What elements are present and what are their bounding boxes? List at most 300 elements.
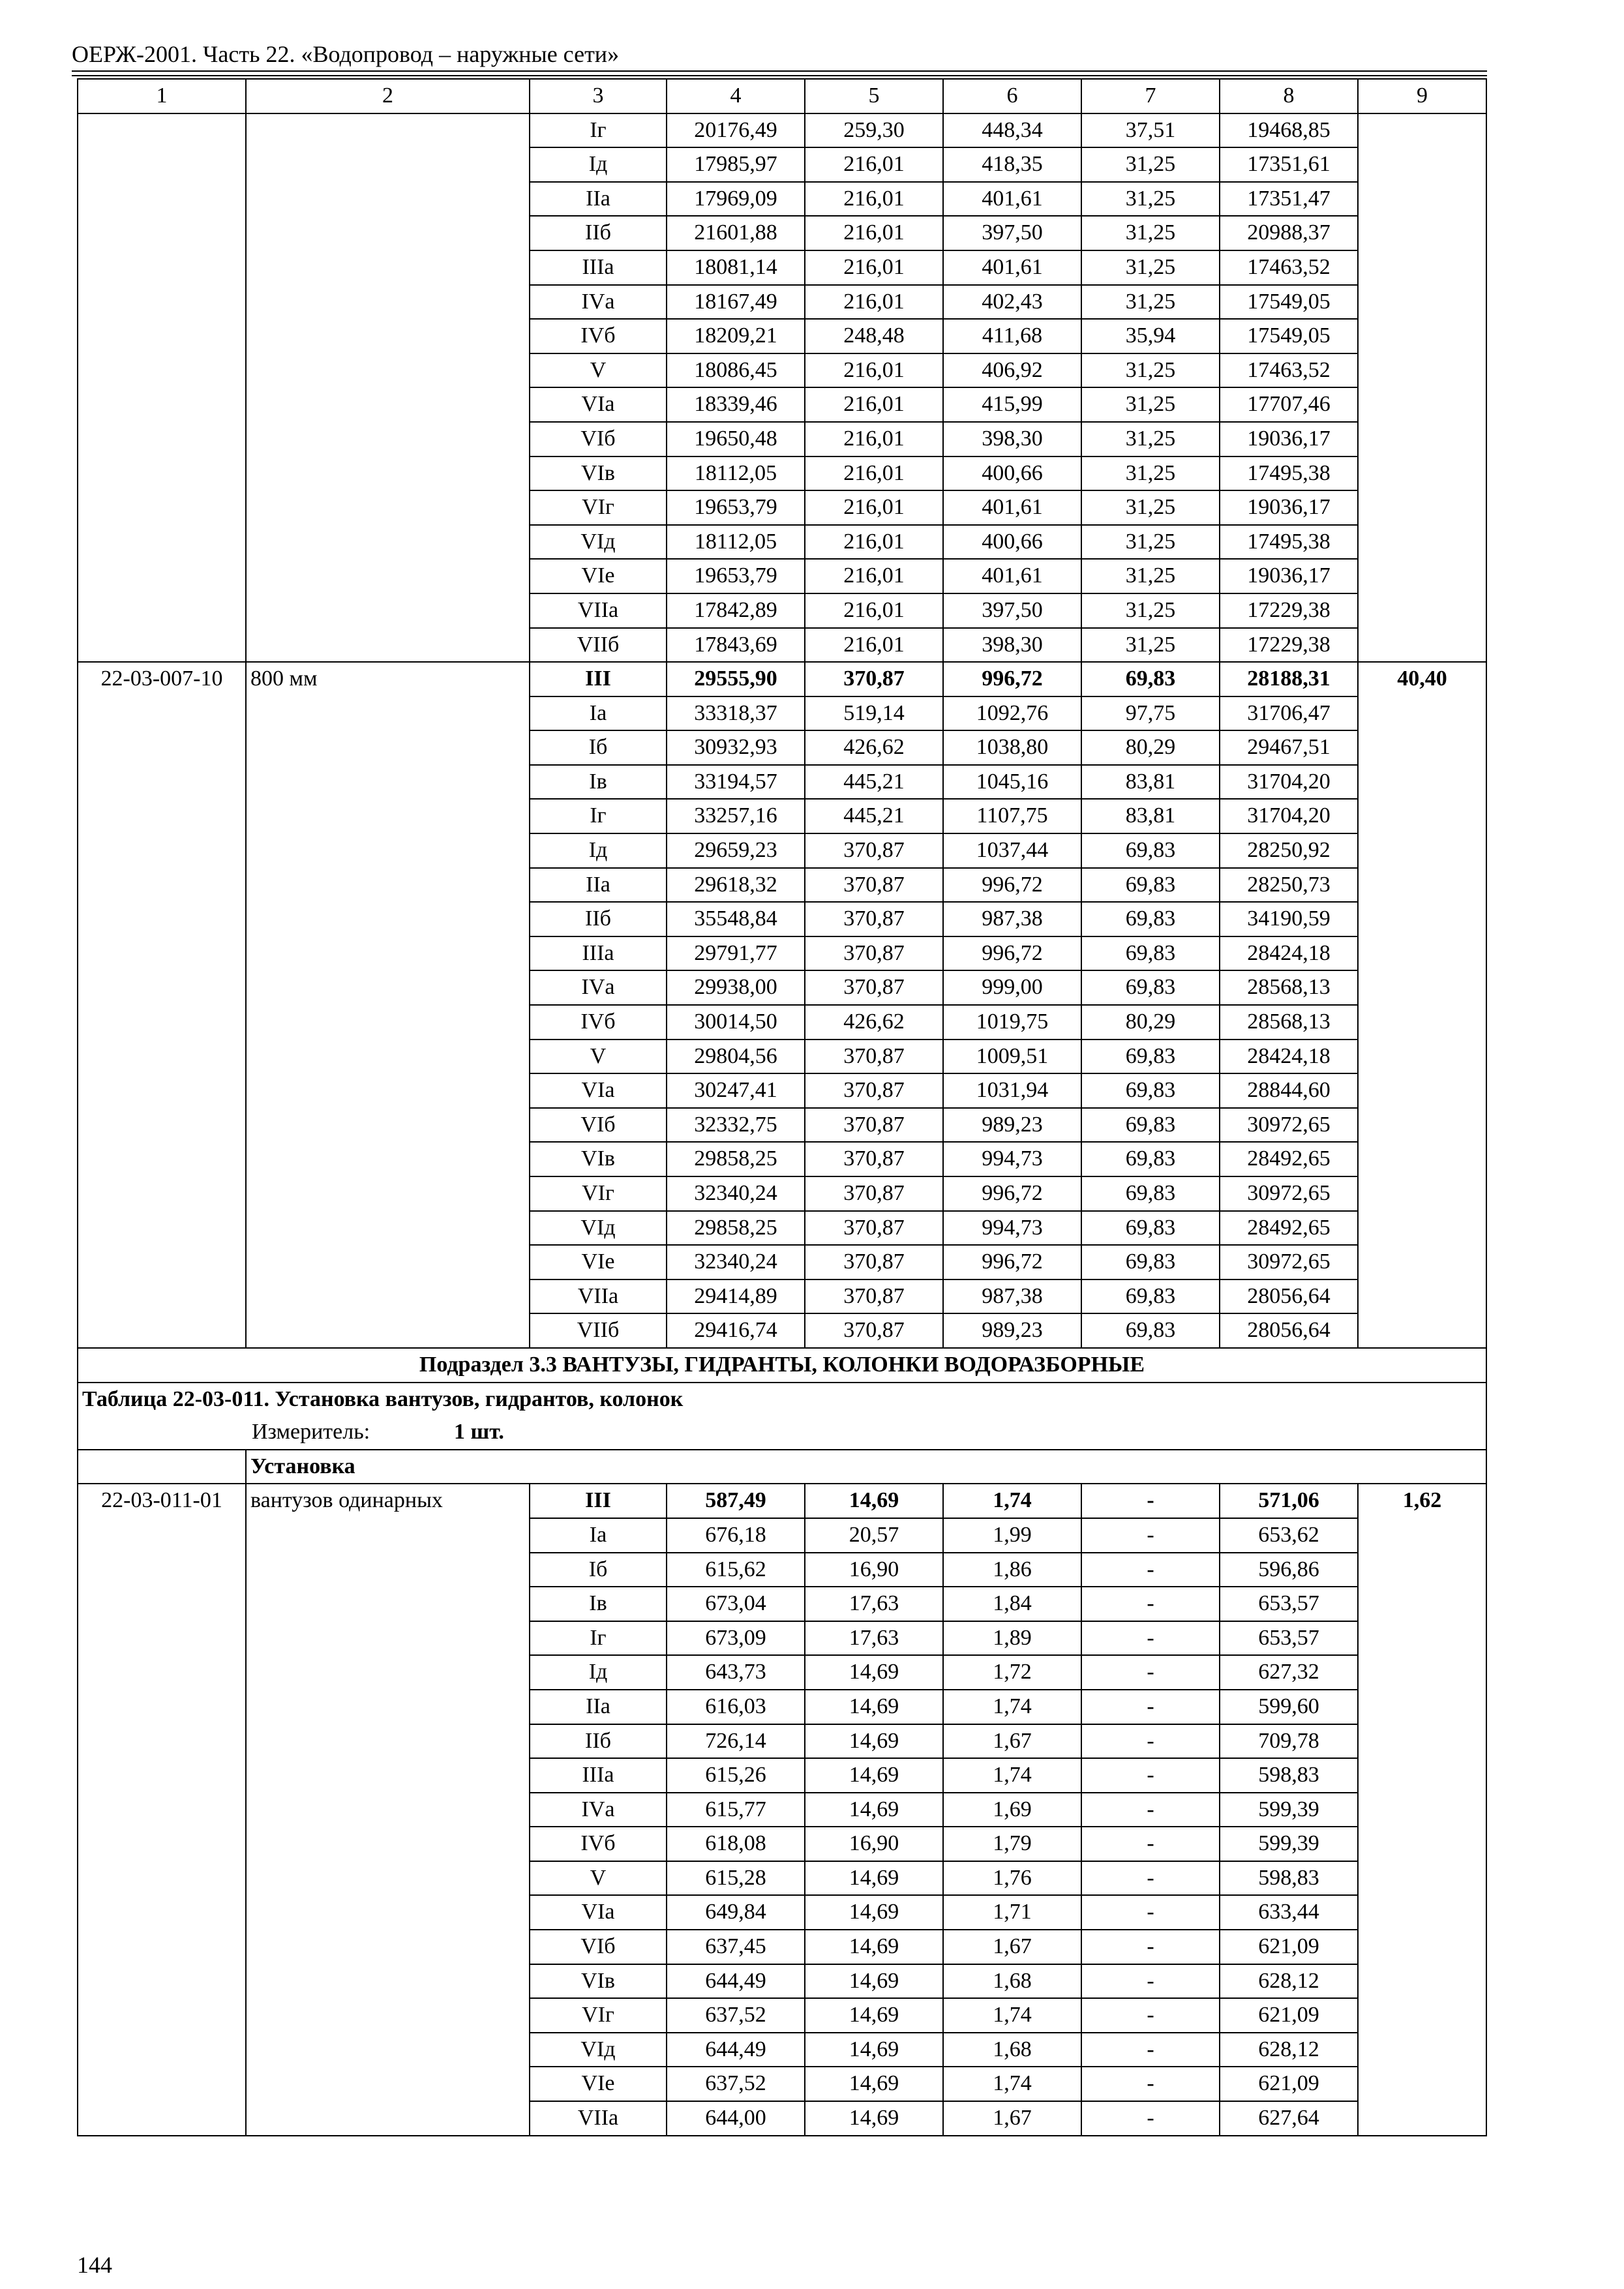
price-value: 17351,61: [1220, 147, 1358, 182]
price-value: 709,78: [1220, 1724, 1358, 1759]
price-value: 445,21: [805, 765, 943, 800]
price-value: 29659,23: [667, 833, 805, 868]
price-value: 627,32: [1220, 1655, 1358, 1690]
price-value: 1,67: [943, 1930, 1081, 1964]
zone-label: IIIа: [530, 936, 667, 971]
zone-label: VIе: [530, 1245, 667, 1279]
zone-label: VIб: [530, 422, 667, 456]
price-value: 989,23: [943, 1313, 1081, 1348]
zone-label: VIе: [530, 2067, 667, 2101]
price-value: 29555,90: [667, 662, 805, 696]
price-value: 615,28: [667, 1861, 805, 1896]
price-value: 598,83: [1220, 1758, 1358, 1793]
price-value: 628,12: [1220, 2033, 1358, 2067]
price-value: 996,72: [943, 1176, 1081, 1211]
table-title: Таблица 22-03-011. Установка вантузов, гидрантов, колонок: [78, 1383, 1486, 1416]
price-value: 31,25: [1081, 147, 1220, 182]
price-value: 18167,49: [667, 285, 805, 320]
price-value: 216,01: [805, 593, 943, 628]
price-value: 643,73: [667, 1655, 805, 1690]
section-title: Подраздел 3.3 ВАНТУЗЫ, ГИДРАНТЫ, КОЛОНКИ ВОДОРАЗБОРНЫЕ: [78, 1348, 1486, 1383]
price-value: 398,30: [943, 628, 1081, 663]
price-value: 637,45: [667, 1930, 805, 1964]
price-value: 653,57: [1220, 1587, 1358, 1621]
price-value: 30972,65: [1220, 1108, 1358, 1143]
header-rule: [72, 70, 1487, 72]
price-value: 216,01: [805, 216, 943, 250]
price-value: 400,66: [943, 525, 1081, 560]
meter-value: 1 шт.: [454, 1420, 504, 1444]
price-value: 31,25: [1081, 593, 1220, 628]
price-value: 615,77: [667, 1793, 805, 1827]
price-value: 411,68: [943, 319, 1081, 353]
zone-label: IVб: [530, 319, 667, 353]
price-value: 14,69: [805, 2101, 943, 2136]
price-value: 673,04: [667, 1587, 805, 1621]
column-number: 8: [1220, 79, 1358, 113]
price-value: 31,25: [1081, 285, 1220, 320]
price-value: -: [1081, 2101, 1220, 2136]
price-value: 370,87: [805, 1108, 943, 1143]
zone-label: IVа: [530, 285, 667, 320]
price-value: 16,90: [805, 1827, 943, 1861]
price-value: 248,48: [805, 319, 943, 353]
price-value: 28250,92: [1220, 833, 1358, 868]
zone-label: VIб: [530, 1930, 667, 1964]
price-value: 996,72: [943, 1245, 1081, 1279]
price-value: -: [1081, 1827, 1220, 1861]
price-value: -: [1081, 1861, 1220, 1896]
price-value: 31,25: [1081, 387, 1220, 422]
price-value: -: [1081, 1964, 1220, 1999]
price-value: 19468,85: [1220, 113, 1358, 148]
labor-cost: 1,62: [1358, 1484, 1486, 2135]
price-value: 616,03: [667, 1690, 805, 1724]
price-value: 31,25: [1081, 559, 1220, 593]
price-value: 31,25: [1081, 525, 1220, 560]
table-row: [78, 1484, 1486, 1518]
zone-label: Iд: [530, 833, 667, 868]
price-value: 28844,60: [1220, 1073, 1358, 1108]
price-value: -: [1081, 1930, 1220, 1964]
price-value: 599,60: [1220, 1690, 1358, 1724]
price-value: -: [1081, 1587, 1220, 1621]
meter-label: Измеритель:: [252, 1420, 370, 1444]
price-value: 69,83: [1081, 1211, 1220, 1246]
zone-label: V: [530, 353, 667, 388]
price-value: 69,83: [1081, 1279, 1220, 1314]
table-title-row: [78, 1383, 1486, 1416]
price-value: 14,69: [805, 1484, 943, 1518]
price-value: 401,61: [943, 490, 1081, 525]
price-value: 637,52: [667, 2067, 805, 2101]
price-value: 370,87: [805, 1279, 943, 1314]
price-value: 1,84: [943, 1587, 1081, 1621]
price-value: 994,73: [943, 1211, 1081, 1246]
price-value: 14,69: [805, 1930, 943, 1964]
column-number: 1: [78, 79, 246, 113]
price-value: 29791,77: [667, 936, 805, 971]
price-value: -: [1081, 2033, 1220, 2067]
price-value: 1,74: [943, 1484, 1081, 1518]
price-value: 637,52: [667, 1998, 805, 2033]
rate-name: 800 мм: [246, 662, 530, 1348]
zone-label: Iв: [530, 765, 667, 800]
price-value: 29467,51: [1220, 730, 1358, 765]
zone-label: Iд: [530, 1655, 667, 1690]
price-value: 37,51: [1081, 113, 1220, 148]
price-value: 69,83: [1081, 1142, 1220, 1176]
price-value: 19653,79: [667, 559, 805, 593]
price-value: 426,62: [805, 1005, 943, 1040]
price-value: 17495,38: [1220, 456, 1358, 491]
price-value: 14,69: [805, 1895, 943, 1930]
price-value: 17985,97: [667, 147, 805, 182]
price-value: 31,25: [1081, 250, 1220, 285]
price-value: 17969,09: [667, 182, 805, 217]
price-value: 1019,75: [943, 1005, 1081, 1040]
price-value: 401,61: [943, 559, 1081, 593]
price-value: 32340,24: [667, 1245, 805, 1279]
price-value: 370,87: [805, 902, 943, 936]
meter-row: [78, 1416, 1486, 1450]
zone-label: IIа: [530, 868, 667, 903]
price-value: 30014,50: [667, 1005, 805, 1040]
zone-label: VIIа: [530, 2101, 667, 2136]
price-value: -: [1081, 1621, 1220, 1656]
price-value: 30972,65: [1220, 1245, 1358, 1279]
price-value: 618,08: [667, 1827, 805, 1861]
price-value: 17463,52: [1220, 250, 1358, 285]
zone-label: Iа: [530, 696, 667, 731]
meter-cell: [78, 1416, 1486, 1450]
zone-label: IIIа: [530, 1758, 667, 1793]
price-value: 598,83: [1220, 1861, 1358, 1896]
zone-label: III: [530, 662, 667, 696]
price-value: 19036,17: [1220, 422, 1358, 456]
price-value: 19036,17: [1220, 559, 1358, 593]
price-value: 19036,17: [1220, 490, 1358, 525]
price-value: 28424,18: [1220, 936, 1358, 971]
price-value: 31,25: [1081, 490, 1220, 525]
price-value: 726,14: [667, 1724, 805, 1759]
group-row: [78, 1450, 1486, 1484]
price-value: 216,01: [805, 285, 943, 320]
zone-label: VIб: [530, 1108, 667, 1143]
price-value: 18086,45: [667, 353, 805, 388]
price-value: 445,21: [805, 799, 943, 833]
zone-label: Iб: [530, 1553, 667, 1587]
zone-label: Iб: [530, 730, 667, 765]
rate-name: [246, 113, 530, 663]
price-value: 69,83: [1081, 833, 1220, 868]
price-value: 28492,65: [1220, 1211, 1358, 1246]
price-value: 17351,47: [1220, 182, 1358, 217]
price-value: 653,57: [1220, 1621, 1358, 1656]
zone-label: IVб: [530, 1005, 667, 1040]
price-value: 69,83: [1081, 902, 1220, 936]
price-value: 1,71: [943, 1895, 1081, 1930]
price-value: 17549,05: [1220, 285, 1358, 320]
price-value: 1,74: [943, 1998, 1081, 2033]
price-value: -: [1081, 1758, 1220, 1793]
price-value: 370,87: [805, 1073, 943, 1108]
price-value: 69,83: [1081, 1040, 1220, 1074]
price-value: 69,83: [1081, 1176, 1220, 1211]
price-value: -: [1081, 1484, 1220, 1518]
price-value: 644,00: [667, 2101, 805, 2136]
price-value: 18209,21: [667, 319, 805, 353]
price-value: 370,87: [805, 1176, 943, 1211]
price-value: 29618,32: [667, 868, 805, 903]
price-value: 999,00: [943, 970, 1081, 1005]
zone-label: VIIа: [530, 1279, 667, 1314]
price-value: 644,49: [667, 2033, 805, 2067]
price-value: 1045,16: [943, 765, 1081, 800]
price-value: 216,01: [805, 628, 943, 663]
price-value: 1,99: [943, 1518, 1081, 1553]
price-value: 1,86: [943, 1553, 1081, 1587]
price-value: -: [1081, 1655, 1220, 1690]
price-value: 996,72: [943, 662, 1081, 696]
price-value: 19653,79: [667, 490, 805, 525]
price-value: 448,34: [943, 113, 1081, 148]
zone-label: VIв: [530, 1142, 667, 1176]
zone-label: IIIа: [530, 250, 667, 285]
price-value: 33194,57: [667, 765, 805, 800]
zone-label: VIIб: [530, 1313, 667, 1348]
price-value: 1009,51: [943, 1040, 1081, 1074]
price-value: 29938,00: [667, 970, 805, 1005]
price-value: 33257,16: [667, 799, 805, 833]
price-value: 615,62: [667, 1553, 805, 1587]
price-value: 28568,13: [1220, 970, 1358, 1005]
price-value: 370,87: [805, 1142, 943, 1176]
price-value: 370,87: [805, 833, 943, 868]
price-value: 216,01: [805, 353, 943, 388]
price-table-body: [78, 79, 1486, 2136]
price-value: 996,72: [943, 868, 1081, 903]
price-value: 97,75: [1081, 696, 1220, 731]
price-value: 28056,64: [1220, 1279, 1358, 1314]
price-value: 615,26: [667, 1758, 805, 1793]
price-value: 406,92: [943, 353, 1081, 388]
price-value: 370,87: [805, 662, 943, 696]
price-value: 987,38: [943, 1279, 1081, 1314]
price-value: 426,62: [805, 730, 943, 765]
zone-label: IVа: [530, 970, 667, 1005]
price-value: 673,09: [667, 1621, 805, 1656]
price-value: 69,83: [1081, 1245, 1220, 1279]
price-value: 14,69: [805, 2067, 943, 2101]
price-value: 644,49: [667, 1964, 805, 1999]
price-value: 1107,75: [943, 799, 1081, 833]
price-value: 17229,38: [1220, 628, 1358, 663]
zone-label: IIа: [530, 1690, 667, 1724]
price-value: 18081,14: [667, 250, 805, 285]
zone-label: Iг: [530, 1621, 667, 1656]
price-value: 69,83: [1081, 662, 1220, 696]
price-value: 14,69: [805, 1793, 943, 1827]
column-number: 4: [667, 79, 805, 113]
price-value: 370,87: [805, 1040, 943, 1074]
group-spacer: [78, 1450, 246, 1484]
zone-label: VIIб: [530, 628, 667, 663]
price-value: 628,12: [1220, 1964, 1358, 1999]
price-value: 1,68: [943, 2033, 1081, 2067]
price-value: 69,83: [1081, 868, 1220, 903]
price-value: 989,23: [943, 1108, 1081, 1143]
labor-cost: [1358, 113, 1486, 663]
price-value: 69,83: [1081, 1073, 1220, 1108]
table-row: [78, 113, 1486, 148]
price-value: 1,76: [943, 1861, 1081, 1896]
price-value: 14,69: [805, 1690, 943, 1724]
price-value: 370,87: [805, 1211, 943, 1246]
price-value: 80,29: [1081, 1005, 1220, 1040]
price-value: 28424,18: [1220, 1040, 1358, 1074]
price-value: -: [1081, 2067, 1220, 2101]
column-number-row: [78, 79, 1486, 113]
price-value: 415,99: [943, 387, 1081, 422]
price-value: 28188,31: [1220, 662, 1358, 696]
rate-code: 22-03-007-10: [78, 662, 246, 1348]
price-value: 29858,25: [667, 1142, 805, 1176]
price-value: 32340,24: [667, 1176, 805, 1211]
price-value: 1,67: [943, 2101, 1081, 2136]
price-value: 31,25: [1081, 353, 1220, 388]
price-value: 17707,46: [1220, 387, 1358, 422]
zone-label: V: [530, 1861, 667, 1896]
price-value: 370,87: [805, 970, 943, 1005]
price-value: 18339,46: [667, 387, 805, 422]
price-value: 216,01: [805, 559, 943, 593]
price-value: 1037,44: [943, 833, 1081, 868]
price-value: 31,25: [1081, 216, 1220, 250]
section-row: [78, 1348, 1486, 1383]
price-value: 31704,20: [1220, 799, 1358, 833]
rate-name: вантузов одинарных: [246, 1484, 530, 2135]
price-value: 20,57: [805, 1518, 943, 1553]
zone-label: Iв: [530, 1587, 667, 1621]
page-header-title: ОЕРЖ-2001. Часть 22. «Водопровод – наружные сети»: [72, 41, 620, 67]
price-value: 14,69: [805, 2033, 943, 2067]
price-table: [77, 78, 1487, 2136]
price-value: 31704,20: [1220, 765, 1358, 800]
zone-label: VIе: [530, 559, 667, 593]
price-value: -: [1081, 1690, 1220, 1724]
price-value: 216,01: [805, 456, 943, 491]
price-value: 216,01: [805, 490, 943, 525]
zone-label: Iа: [530, 1518, 667, 1553]
price-value: 216,01: [805, 147, 943, 182]
zone-label: VIг: [530, 1176, 667, 1211]
price-value: 397,50: [943, 593, 1081, 628]
column-number: 3: [530, 79, 667, 113]
price-value: 1,74: [943, 1758, 1081, 1793]
price-value: 17229,38: [1220, 593, 1358, 628]
price-value: 216,01: [805, 525, 943, 560]
zone-label: VIг: [530, 490, 667, 525]
price-value: 1,89: [943, 1621, 1081, 1656]
price-value: 14,69: [805, 1758, 943, 1793]
price-value: 370,87: [805, 1313, 943, 1348]
price-value: 14,69: [805, 1861, 943, 1896]
price-value: 676,18: [667, 1518, 805, 1553]
price-value: 69,83: [1081, 936, 1220, 971]
column-number: 7: [1081, 79, 1220, 113]
column-number: 2: [246, 79, 530, 113]
column-number: 9: [1358, 79, 1486, 113]
price-value: 216,01: [805, 387, 943, 422]
price-value: 1038,80: [943, 730, 1081, 765]
price-value: 69,83: [1081, 970, 1220, 1005]
price-value: 20988,37: [1220, 216, 1358, 250]
price-value: 17549,05: [1220, 319, 1358, 353]
price-value: 83,81: [1081, 799, 1220, 833]
labor-cost: 40,40: [1358, 662, 1486, 1348]
price-value: 17842,89: [667, 593, 805, 628]
column-number: 6: [943, 79, 1081, 113]
price-value: 19650,48: [667, 422, 805, 456]
price-value: -: [1081, 1793, 1220, 1827]
price-value: -: [1081, 1895, 1220, 1930]
price-value: -: [1081, 1518, 1220, 1553]
price-value: 31,25: [1081, 628, 1220, 663]
price-value: -: [1081, 1724, 1220, 1759]
header-rule-double: [72, 75, 1487, 76]
price-value: 17463,52: [1220, 353, 1358, 388]
price-value: 14,69: [805, 1724, 943, 1759]
price-value: 400,66: [943, 456, 1081, 491]
price-value: 18112,05: [667, 456, 805, 491]
price-value: 28056,64: [1220, 1313, 1358, 1348]
price-value: 30247,41: [667, 1073, 805, 1108]
price-value: 1,79: [943, 1827, 1081, 1861]
price-value: 987,38: [943, 902, 1081, 936]
price-value: 1,72: [943, 1655, 1081, 1690]
zone-label: III: [530, 1484, 667, 1518]
price-value: 653,62: [1220, 1518, 1358, 1553]
price-value: 1,74: [943, 1690, 1081, 1724]
zone-label: VIа: [530, 1073, 667, 1108]
price-value: 31,25: [1081, 182, 1220, 217]
price-value: 402,43: [943, 285, 1081, 320]
zone-label: IVа: [530, 1793, 667, 1827]
price-value: 599,39: [1220, 1793, 1358, 1827]
price-value: 519,14: [805, 696, 943, 731]
price-value: 14,69: [805, 1964, 943, 1999]
price-value: 28492,65: [1220, 1142, 1358, 1176]
price-value: 398,30: [943, 422, 1081, 456]
price-value: 29416,74: [667, 1313, 805, 1348]
zone-label: IIб: [530, 902, 667, 936]
price-value: 30932,93: [667, 730, 805, 765]
price-value: 216,01: [805, 422, 943, 456]
price-value: 1,69: [943, 1793, 1081, 1827]
price-value: 31706,47: [1220, 696, 1358, 731]
price-value: 401,61: [943, 182, 1081, 217]
price-value: 30972,65: [1220, 1176, 1358, 1211]
price-value: 397,50: [943, 216, 1081, 250]
price-value: 29804,56: [667, 1040, 805, 1074]
price-value: 370,87: [805, 868, 943, 903]
price-value: 259,30: [805, 113, 943, 148]
zone-label: IVб: [530, 1827, 667, 1861]
price-value: 370,87: [805, 1245, 943, 1279]
price-value: 80,29: [1081, 730, 1220, 765]
price-value: 621,09: [1220, 1930, 1358, 1964]
